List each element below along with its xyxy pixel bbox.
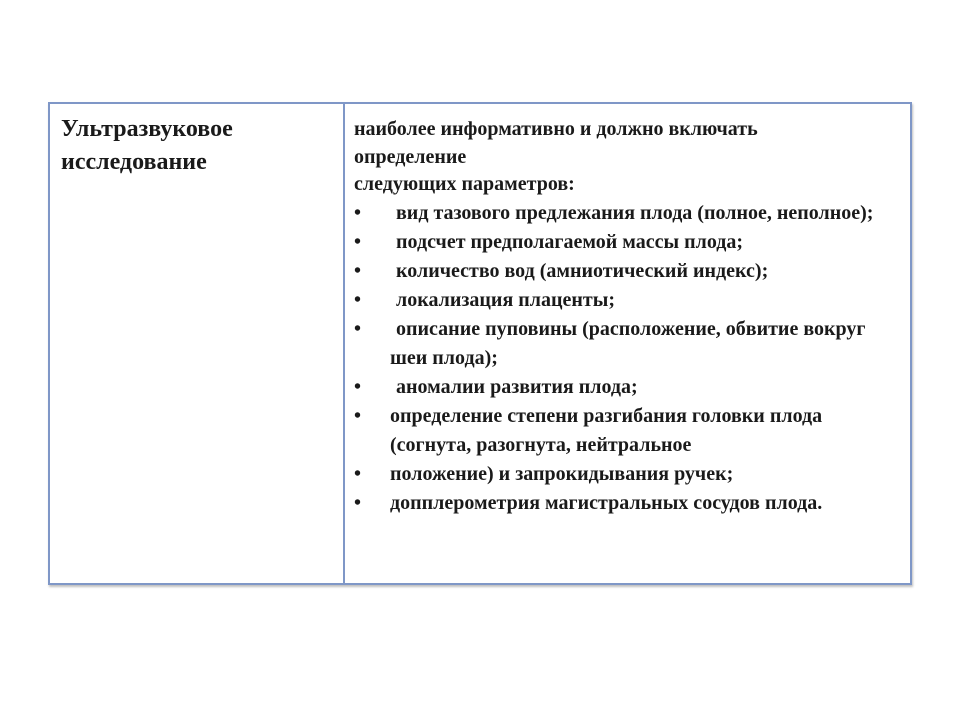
- list-item-text: допплерометрия магистральных сосудов плода.: [390, 491, 823, 514]
- list-item-text: локализация плаценты;: [396, 288, 616, 311]
- list-item-text: определение степени разгибания головки плода (согнута, разогнута, нейтральное: [390, 404, 823, 456]
- bullet-marker: •: [354, 375, 362, 398]
- content-table: [48, 102, 912, 585]
- list-item: [354, 489, 902, 518]
- parameter-list: [354, 199, 902, 518]
- bullet-marker: •: [354, 404, 362, 427]
- intro-text: [354, 116, 902, 199]
- list-item: [354, 257, 902, 286]
- table-cell-content: [345, 104, 910, 583]
- list-item: [354, 199, 902, 228]
- intro-line: наиболее информативно и должно включать: [354, 118, 758, 140]
- table-cell-heading: [50, 104, 345, 583]
- bullet-marker: •: [354, 230, 362, 253]
- bullet-marker: •: [354, 462, 362, 485]
- bullet-marker: •: [354, 201, 362, 224]
- list-item: [354, 402, 902, 460]
- bullet-marker: •: [354, 259, 362, 282]
- list-item-text: аномалии развития плода;: [396, 375, 638, 398]
- list-item-text: описание пуповины (расположение, обвитие вокруг шеи плода);: [390, 317, 866, 369]
- intro-line: следующих параметров:: [354, 173, 575, 195]
- list-item: [354, 315, 902, 373]
- list-item: [354, 286, 902, 315]
- list-item-text: вид тазового предлежания плода (полное, неполное);: [396, 201, 874, 224]
- bullet-marker: •: [354, 317, 362, 340]
- row-heading: Ультразвуковое исследование: [61, 116, 233, 175]
- list-item-text: положение) и запрокидывания ручек;: [390, 462, 734, 485]
- list-item: [354, 460, 902, 489]
- list-item: [354, 228, 902, 257]
- list-item-text: количество вод (амниотический индекс);: [396, 259, 769, 282]
- list-item-text: подсчет предполагаемой массы плода;: [396, 230, 744, 253]
- intro-line: определение: [354, 145, 467, 168]
- bullet-marker: •: [354, 288, 362, 311]
- bullet-marker: •: [354, 491, 362, 514]
- list-item: [354, 373, 902, 402]
